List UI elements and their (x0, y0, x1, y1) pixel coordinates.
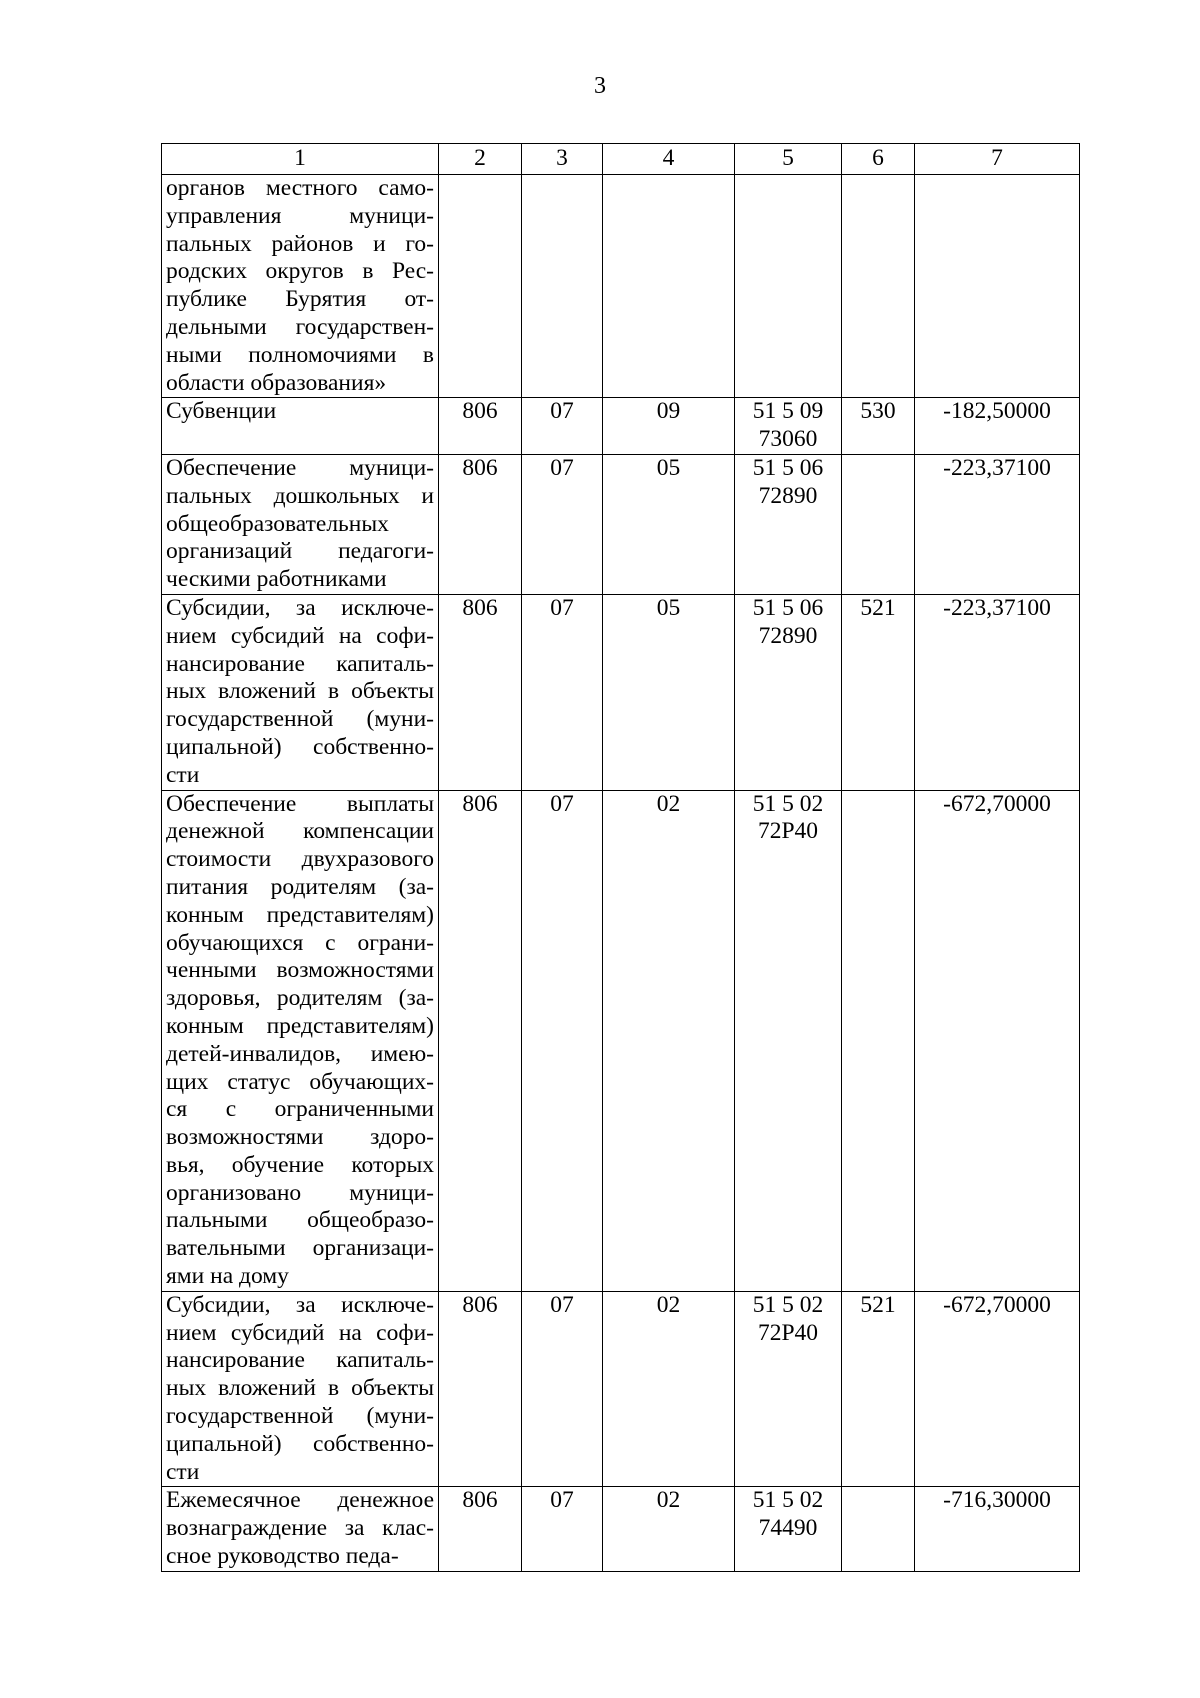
table-row (162, 790, 1080, 1291)
row-name-line: организаций педагоги- (166, 538, 434, 565)
target-article-cell (735, 594, 842, 790)
target-article-cell (735, 175, 842, 398)
expense-type-cell: 521 (842, 594, 915, 790)
table-row (162, 1487, 1080, 1571)
amount-cell (915, 175, 1080, 398)
column-header: 2 (439, 144, 522, 175)
row-name-cell (162, 454, 439, 594)
row-name-line: области образования» (166, 369, 387, 396)
table-row (162, 175, 1080, 398)
row-name-line: ческими работниками (166, 566, 387, 593)
budget-table (161, 143, 1080, 1572)
target-article-line: 51 5 02 (752, 1487, 824, 1514)
row-name-line: нансирование капиталь- (166, 1347, 434, 1374)
target-article-line: 51 5 06 (752, 454, 824, 481)
row-name-line: вознаграждение за клас- (166, 1515, 434, 1542)
row-name-line: нием субсидий на софи- (166, 1319, 434, 1346)
column-header: 6 (842, 144, 915, 175)
row-name-line: питания родителям (за- (166, 873, 434, 900)
table-row (162, 594, 1080, 790)
row-name-line: Субвенции (166, 398, 277, 425)
target-article-line: 51 5 09 (752, 398, 824, 425)
amount-cell: -672,70000 (915, 790, 1080, 1291)
row-name-line: здоровья, родителям (за- (166, 985, 434, 1012)
target-article-cell (735, 1291, 842, 1487)
table-row (162, 1291, 1080, 1487)
row-name-line: конным представителям) (166, 1012, 434, 1039)
table-header-row (162, 144, 1080, 175)
admin-code-cell: 806 (439, 790, 522, 1291)
target-article-line: 51 5 06 (752, 594, 824, 621)
row-name-line: возможностями здоро- (166, 1124, 434, 1151)
page-number: 3 (594, 73, 606, 99)
row-name-cell (162, 175, 439, 398)
row-name-cell (162, 1487, 439, 1571)
expense-type-cell: 521 (842, 1291, 915, 1487)
target-article-line: 73060 (758, 426, 818, 453)
target-article-cell (735, 454, 842, 594)
expense-type-cell (842, 1487, 915, 1571)
column-header: 1 (162, 144, 439, 175)
amount-cell: -223,37100 (915, 594, 1080, 790)
amount-cell: -716,30000 (915, 1487, 1080, 1571)
subsection-cell: 09 (603, 398, 735, 455)
row-name-line: органов местного само- (166, 175, 434, 201)
row-name-line: публике Бурятия от- (166, 286, 434, 313)
section-cell: 07 (522, 1291, 603, 1487)
row-name-line: Субсидии, за исключе- (166, 594, 434, 621)
target-article-cell (735, 790, 842, 1291)
subsection-cell: 02 (603, 790, 735, 1291)
row-name-line: нием субсидий на софи- (166, 622, 434, 649)
row-name-line: обучающихся с ограни- (166, 929, 434, 956)
row-name-line: конным представителям) (166, 901, 434, 928)
row-name-line: пальными общеобразо- (166, 1207, 434, 1234)
row-name-line: сти (166, 1458, 200, 1485)
admin-code-cell: 806 (439, 398, 522, 455)
subsection-cell: 02 (603, 1487, 735, 1571)
row-name-line: ченными возможностями (166, 957, 434, 984)
row-name-line: детей-инвалидов, имею- (166, 1040, 434, 1067)
subsection-cell (603, 175, 735, 398)
row-name-line: ципальной) собственно- (166, 1430, 434, 1457)
admin-code-cell: 806 (439, 1291, 522, 1487)
subsection-cell: 05 (603, 454, 735, 594)
row-name-line: Субсидии, за исключе- (166, 1291, 434, 1318)
admin-code-cell: 806 (439, 1487, 522, 1571)
row-name-line: ными полномочиями в (166, 341, 434, 368)
section-cell: 07 (522, 594, 603, 790)
row-name-line: денежной компенсации (166, 818, 434, 845)
row-name-line: управления муници- (166, 202, 434, 229)
row-name-line: Ежемесячное денежное (166, 1487, 434, 1514)
row-name-line: нансирование капиталь- (166, 650, 434, 677)
target-article-cell (735, 398, 842, 455)
expense-type-cell (842, 790, 915, 1291)
expense-type-cell (842, 454, 915, 594)
row-name-line: государственной (муни- (166, 706, 434, 733)
row-name-line: дельными государствен- (166, 313, 434, 340)
row-name-line: Обеспечение муници- (166, 454, 434, 481)
row-name-line: щих статус обучающих- (166, 1068, 434, 1095)
column-header: 5 (735, 144, 842, 175)
row-name-cell (162, 790, 439, 1291)
section-cell (522, 175, 603, 398)
amount-cell: -672,70000 (915, 1291, 1080, 1487)
row-name-cell (162, 594, 439, 790)
column-header: 3 (522, 144, 603, 175)
amount-cell: -223,37100 (915, 454, 1080, 594)
row-name-line: пальных дошкольных и (166, 482, 434, 509)
target-article-line: 72890 (758, 482, 818, 509)
target-article-line: 72890 (758, 622, 818, 649)
admin-code-cell: 806 (439, 594, 522, 790)
admin-code-cell: 806 (439, 454, 522, 594)
row-name-line: сное руководство педа- (166, 1543, 399, 1570)
row-name-line: ями на дому (166, 1263, 289, 1290)
subsection-cell: 02 (603, 1291, 735, 1487)
row-name-line: ных вложений в объекты (166, 1375, 434, 1402)
row-name-line: государственной (муни- (166, 1403, 434, 1430)
column-header: 7 (915, 144, 1080, 175)
section-cell: 07 (522, 1487, 603, 1571)
row-name-line: стоимости двухразового (166, 846, 434, 873)
row-name-cell (162, 1291, 439, 1487)
expense-type-cell: 530 (842, 398, 915, 455)
row-name-line: ципальной) собственно- (166, 733, 434, 760)
row-name-line: Обеспечение выплаты (166, 790, 434, 817)
table-body (162, 175, 1080, 1572)
target-article-line: 72Р40 (757, 818, 819, 845)
section-cell: 07 (522, 454, 603, 594)
table-row (162, 398, 1080, 455)
target-article-line: 74490 (758, 1515, 818, 1542)
table-row (162, 454, 1080, 594)
admin-code-cell (439, 175, 522, 398)
target-article-cell (735, 1487, 842, 1571)
target-article-line: 51 5 02 (752, 1291, 824, 1318)
target-article-line: 51 5 02 (752, 790, 824, 817)
section-cell: 07 (522, 790, 603, 1291)
row-name-line: организовано муници- (166, 1179, 434, 1206)
row-name-line: ся с ограниченными (166, 1096, 434, 1123)
amount-cell: -182,50000 (915, 398, 1080, 455)
column-header: 4 (603, 144, 735, 175)
row-name-line: пальных районов и го- (166, 230, 434, 257)
row-name-line: родских округов в Рес- (166, 258, 434, 285)
row-name-line: сти (166, 761, 200, 788)
row-name-line: ных вложений в объекты (166, 678, 434, 705)
row-name-line: общеобразовательных (166, 510, 389, 537)
row-name-line: вья, обучение которых (166, 1151, 434, 1178)
expense-type-cell (842, 175, 915, 398)
row-name-cell (162, 398, 439, 455)
section-cell: 07 (522, 398, 603, 455)
target-article-line: 72Р40 (757, 1319, 819, 1346)
subsection-cell: 05 (603, 594, 735, 790)
row-name-line: вательными организаци- (166, 1235, 434, 1262)
